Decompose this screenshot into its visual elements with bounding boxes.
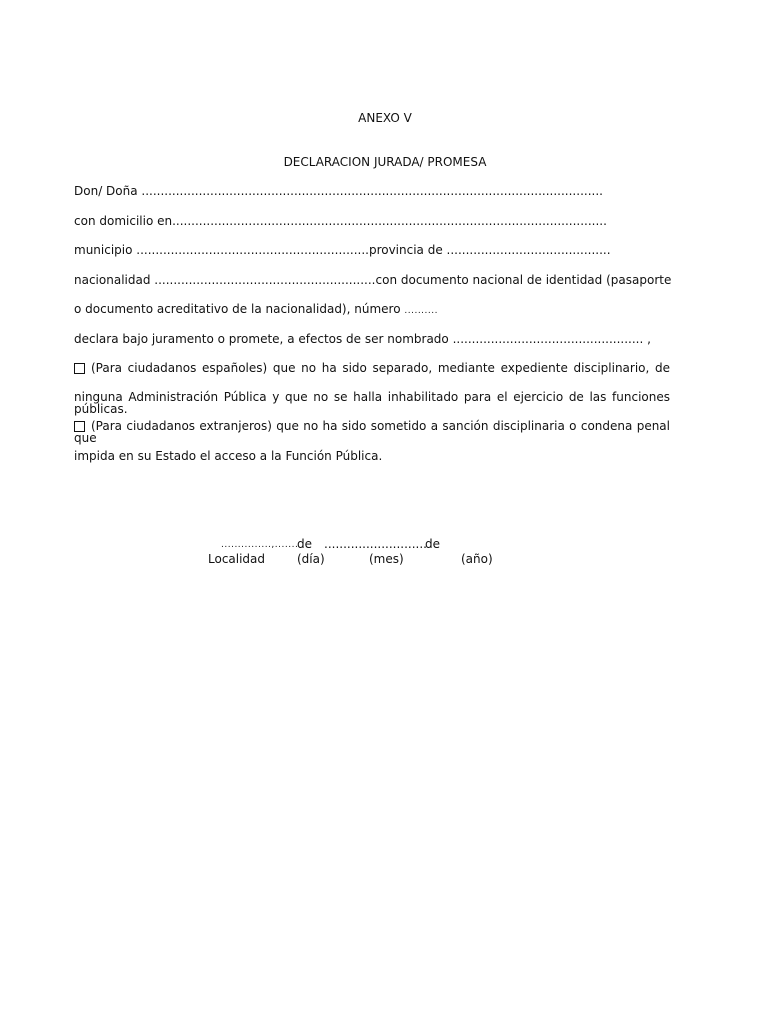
label-year: (año) [461, 552, 493, 566]
declares-line: declara bajo juramento o promete, a efectos de ser nombrado .................................................. , [74, 332, 651, 346]
declaration-heading: DECLARACION JURADA/ PROMESA [283, 155, 487, 169]
document-line [74, 303, 438, 316]
option-spanish-text-1: (Para ciudadanos españoles) que no ha sido separado, mediante expediente disciplinario, de [91, 361, 670, 375]
name-line: Don/ Doña ......................................................................................................................... [74, 184, 603, 198]
document-text: o documento acreditativo de la nacionalidad), número [74, 302, 401, 316]
label-place: Localidad [208, 552, 266, 566]
label-month: (mes) [369, 552, 404, 566]
option-foreign-line-1 [74, 420, 670, 444]
date-de-2: de [425, 537, 440, 551]
label-day: (día) [297, 552, 325, 566]
option-spanish-line-1 [74, 362, 670, 374]
option-spanish-line-2: ninguna Administración Pública y que no se halla inhabilitado para el ejercicio de las funciones públicas. [74, 390, 670, 416]
month-dots: ........................... [324, 537, 427, 551]
municipality-line: municipio .............................................................provincia de ........................................... [74, 243, 611, 257]
document-number-dots: .......... [404, 306, 438, 316]
place-dots: ...............,....... [221, 540, 299, 550]
option-foreign-line-2: impida en su Estado el acceso a la Función Pública. [74, 449, 383, 463]
spanish-citizen-checkbox[interactable] [74, 363, 85, 374]
annex-title: ANEXO V [358, 111, 412, 125]
domicile-line: con domicilio en.................................................................................................................. [74, 214, 607, 228]
option-foreign-text-1: (Para ciudadanos extranjeros) que no ha sido sometido a sanción disciplinaria o condena penal que [74, 419, 670, 445]
date-de-1: de [297, 537, 312, 551]
nationality-line: nacionalidad ..........................................................con documento nacional de identidad (pasaporte [74, 273, 672, 287]
